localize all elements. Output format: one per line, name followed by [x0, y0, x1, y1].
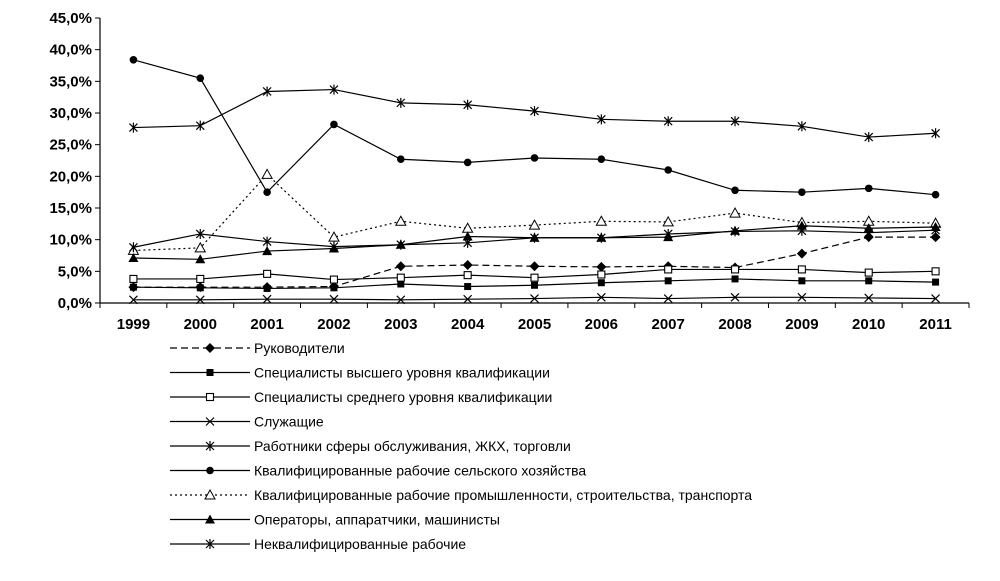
point-marker [263, 188, 271, 196]
legend-item [170, 487, 752, 503]
x-tick-label: 2009 [785, 316, 819, 333]
series-6 [130, 56, 940, 199]
y-tick-label: 35,0% [49, 73, 92, 91]
y-tick-label: 10,0% [49, 231, 92, 249]
point-marker [397, 274, 404, 281]
point-marker [865, 277, 872, 284]
series-line [133, 60, 935, 195]
legend-label: Специалисты среднего уровня квалификации [254, 389, 553, 405]
point-marker [130, 56, 138, 64]
x-tick-label: 2003 [384, 316, 418, 333]
y-tick-label: 15,0% [49, 200, 92, 217]
point-marker [531, 274, 538, 281]
legend-item [170, 340, 345, 356]
point-marker [396, 261, 406, 271]
legend-item [170, 512, 500, 528]
point-marker [464, 283, 471, 290]
point-marker [397, 155, 405, 163]
point-marker [865, 269, 872, 276]
x-tick-label: 2006 [584, 316, 619, 333]
point-marker [463, 260, 473, 270]
x-tick-label: 2005 [517, 316, 552, 333]
point-marker [732, 266, 739, 273]
point-marker [330, 276, 337, 283]
point-marker [596, 262, 606, 272]
point-marker [732, 275, 739, 282]
legend-item [170, 463, 586, 479]
point-marker [932, 268, 939, 275]
point-marker [865, 185, 873, 193]
point-marker [130, 284, 137, 291]
point-marker [664, 166, 672, 174]
point-marker [797, 249, 807, 259]
x-tick-label: 2010 [852, 316, 886, 333]
y-tick-label: 0,0% [57, 295, 92, 312]
point-marker [464, 159, 472, 167]
point-marker [730, 208, 740, 217]
x-tick-label: 2007 [651, 316, 685, 333]
y-tick-label: 40,0% [49, 41, 92, 59]
x-tick-label: 2000 [183, 316, 217, 333]
point-marker [130, 275, 137, 282]
point-marker [205, 343, 215, 353]
y-tick-label: 20,0% [49, 168, 92, 186]
legend [170, 340, 752, 552]
point-marker [530, 220, 540, 229]
y-tick-label: 5,0% [57, 263, 92, 281]
legend-label: Операторы, аппаратчики, машинисты [254, 511, 500, 528]
point-marker [598, 271, 605, 278]
point-marker [197, 284, 204, 291]
series-5 [129, 85, 939, 143]
point-marker [665, 266, 672, 273]
point-marker [798, 277, 805, 284]
legend-item [170, 365, 550, 381]
x-tick-label: 2002 [317, 316, 351, 333]
x-tick-label: 2001 [250, 316, 284, 333]
x-tick-label: 1999 [116, 316, 151, 333]
point-marker [798, 188, 806, 196]
point-marker [598, 155, 606, 163]
point-marker [330, 121, 338, 129]
point-marker [665, 277, 672, 284]
point-marker [464, 272, 471, 279]
y-tick-label: 25,0% [49, 136, 92, 154]
point-marker [396, 216, 406, 225]
point-marker [207, 394, 214, 401]
legend-label: Специалисты высшего уровня квалификации [254, 364, 550, 381]
x-tick-label: 2004 [450, 316, 485, 333]
legend-item [170, 438, 571, 454]
point-marker [264, 270, 271, 277]
legend-label: Руководители [254, 340, 345, 356]
y-tick-label: 45,0% [49, 10, 92, 27]
legend-item [170, 414, 324, 430]
legend-label: Неквалифицированные рабочие [254, 536, 467, 552]
point-marker [206, 467, 214, 475]
series-4 [129, 293, 939, 304]
y-tick-label: 30,0% [49, 105, 92, 122]
legend-label: Квалифицированные рабочие промышленности, строительства, транспорта [254, 487, 753, 503]
point-marker [731, 186, 739, 194]
point-marker [264, 285, 271, 292]
point-marker [932, 191, 940, 199]
point-marker [798, 266, 805, 273]
point-marker [932, 279, 939, 286]
legend-label: Квалифицированные рабочие сельского хозяйства [254, 462, 587, 479]
series-layer [128, 56, 940, 304]
legend-item [170, 389, 552, 405]
x-tick-label: 2008 [718, 316, 752, 333]
legend-label: Работники сферы обслуживания, ЖКХ, торговли [254, 438, 571, 454]
point-marker [330, 284, 337, 291]
legend-item [170, 536, 466, 552]
axes [49, 10, 969, 333]
point-marker [531, 282, 538, 289]
point-marker [531, 154, 539, 162]
point-marker [262, 169, 272, 178]
point-marker [197, 275, 204, 282]
point-marker [207, 369, 214, 376]
x-tick-label: 2011 [919, 316, 952, 333]
point-marker [196, 74, 204, 82]
point-marker [598, 279, 605, 286]
legend-label: Служащие [254, 413, 324, 430]
point-marker [530, 261, 540, 271]
